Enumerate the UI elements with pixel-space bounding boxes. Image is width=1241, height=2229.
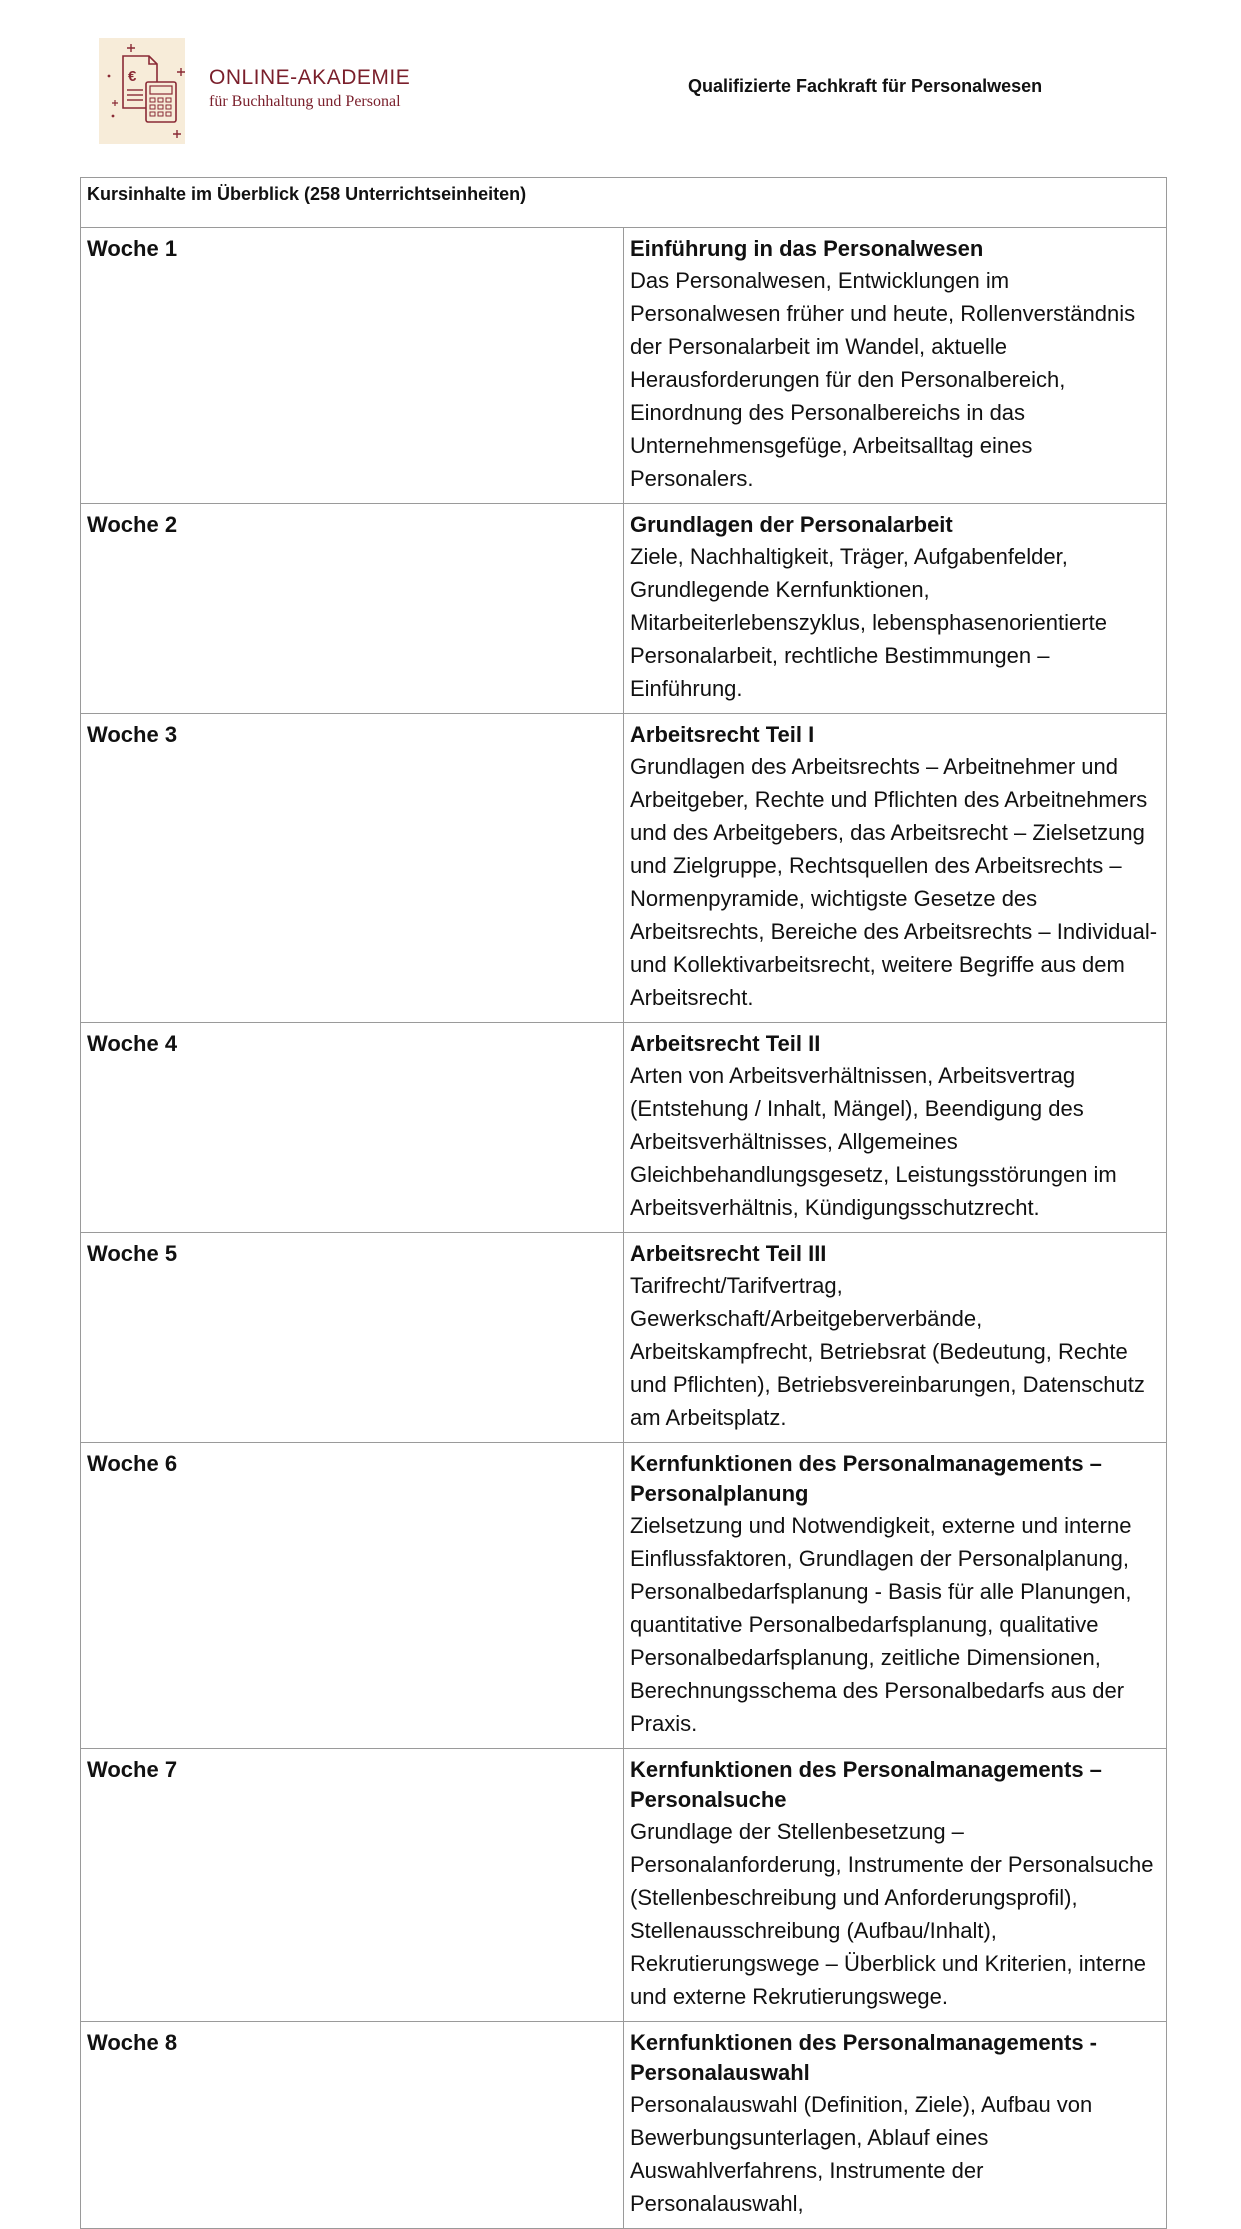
course-schedule-table (80, 177, 1167, 2229)
week-row (81, 1749, 1167, 2022)
week-description: Grundlage der Stellenbesetzung – Personalanforderung, Instrumente der Personalsuche (Stellenbeschreibung und Anforderungsprofil), Stellenausschreibung (Aufbau/Inhalt), Rekrutierungswege – Überblick und Kriterien, interne und externe Rekrutierungswege. (630, 1819, 1154, 2009)
week-row (81, 1023, 1167, 1233)
week-description: Das Personalwesen, Entwicklungen im Personalwesen früher und heute, Rollenverständnis der Personalarbeit im Wandel, aktuelle Herausforderungen für den Personalbereich, Einordnung des Personalbereichs in das Unternehmensgefüge, Arbeitsalltag eines Personalers. (630, 268, 1136, 491)
week-label: Woche 1 (81, 228, 624, 504)
academy-logo (99, 38, 410, 144)
week-description: Arten von Arbeitsverhältnissen, Arbeitsvertrag (Entstehung / Inhalt, Mängel), Beendigung des Arbeitsverhältnisses, Allgemeines Gleichbehandlungsgesetz, Leistungsstörungen im Arbeitsverhältnis, Kündigungsschutzrecht. (630, 1063, 1117, 1220)
week-topic: Kernfunktionen des Personalmanagements – Personalplanung (630, 1451, 1102, 1506)
week-topic: Arbeitsrecht Teil II (630, 1031, 821, 1056)
week-content (624, 1749, 1167, 2022)
calculator-document-icon (99, 38, 185, 144)
week-description: Grundlagen des Arbeitsrechts – Arbeitnehmer und Arbeitgeber, Rechte und Pflichten des Arbeitnehmers und des Arbeitgebers, das Arbeitsrecht – Zielsetzung und Zielgruppe, Rechtsquellen des Arbeitsrechts – Normenpyramide, wichtigste Gesetze des Arbeitsrechts, Bereiche des Arbeitsrechts – Individual- und Kollektivarbeitsrecht, weitere Begriffe aus dem Arbeitsrecht. (630, 754, 1158, 1010)
week-description: Ziele, Nachhaltigkeit, Träger, Aufgabenfelder, Grundlegende Kernfunktionen, Mitarbeiterlebenszyklus, lebensphasenorientierte Personalarbeit, rechtliche Bestimmungen – Einführung. (630, 544, 1107, 701)
week-label: Woche 4 (81, 1023, 624, 1233)
week-label: Woche 2 (81, 504, 624, 714)
overview-heading: Kursinhalte im Überblick (258 Unterrichtseinheiten) (81, 178, 1167, 228)
week-description: Zielsetzung und Notwendigkeit, externe und interne Einflussfaktoren, Grundlagen der Personalplanung, Personalbedarfsplanung - Basis für alle Planungen, quantitative Personalbedarfsplanung, qualitative Personalbedarfsplanung, zeitliche Dimensionen, Berechnungsschema des Personalbedarfs aus der Praxis. (630, 1513, 1132, 1736)
week-topic: Kernfunktionen des Personalmanagements -Personalauswahl (630, 2030, 1097, 2085)
week-row (81, 504, 1167, 714)
week-content (624, 1233, 1167, 1443)
week-label: Woche 8 (81, 2022, 624, 2229)
svg-text:€: € (128, 68, 137, 85)
week-description: Tarifrecht/Tarifvertrag, Gewerkschaft/Arbeitgeberverbände, Arbeitskampfrecht, Betriebsrat (Bedeutung, Rechte und Pflichten), Betriebsvereinbarungen, Datenschutz am Arbeitsplatz. (630, 1273, 1145, 1430)
week-content (624, 1443, 1167, 1749)
week-label: Woche 7 (81, 1749, 624, 2022)
logo-wordmark (209, 65, 410, 113)
week-content (624, 714, 1167, 1023)
week-label: Woche 3 (81, 714, 624, 1023)
week-description: Personalauswahl (Definition, Ziele), Aufbau von Bewerbungsunterlagen, Ablauf eines Auswahlverfahrens, Instrumente der Personalauswahl, (630, 2092, 1093, 2216)
week-content (624, 504, 1167, 714)
week-label: Woche 6 (81, 1443, 624, 1749)
week-topic: Einführung in das Personalwesen (630, 236, 984, 261)
logo-title: ONLINE-AKADEMIE (209, 66, 411, 89)
week-content (624, 2022, 1167, 2229)
document-title: Qualifizierte Fachkraft für Personalwesen (688, 76, 1043, 96)
week-row (81, 1443, 1167, 1749)
week-label: Woche 5 (81, 1233, 624, 1443)
week-row (81, 2022, 1167, 2229)
week-topic: Kernfunktionen des Personalmanagements – Personalsuche (630, 1757, 1102, 1812)
week-topic: Arbeitsrecht Teil I (630, 722, 815, 747)
logo-subtitle: für Buchhaltung und Personal (209, 93, 401, 110)
overview-row (81, 178, 1167, 228)
week-row (81, 1233, 1167, 1443)
week-row (81, 228, 1167, 504)
week-topic: Grundlagen der Personalarbeit (630, 512, 953, 537)
week-content (624, 1023, 1167, 1233)
week-row (81, 714, 1167, 1023)
week-content (624, 228, 1167, 504)
week-topic: Arbeitsrecht Teil III (630, 1241, 827, 1266)
